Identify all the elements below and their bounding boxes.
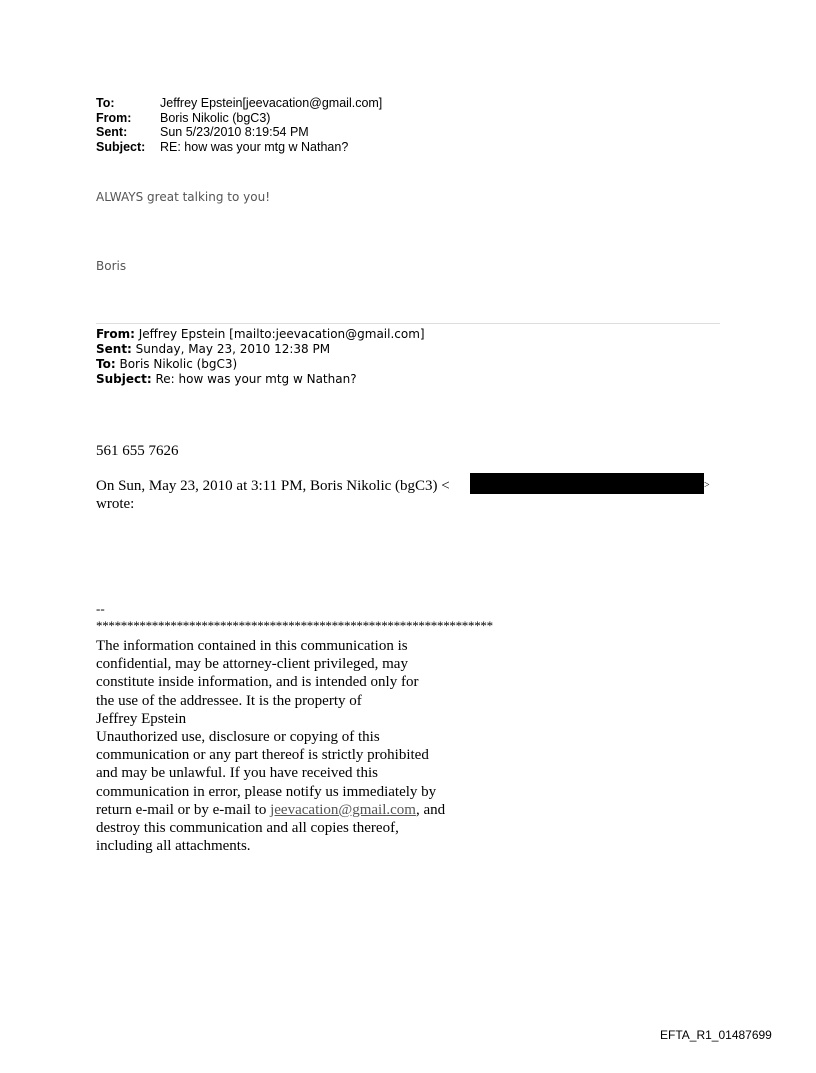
email-header: [96, 96, 382, 154]
header-sent-row: [96, 125, 382, 140]
fwd-sent-value: Sunday, May 23, 2010 12:38 PM: [131, 342, 331, 356]
from-label: From:: [96, 110, 132, 125]
confidentiality-notice: [96, 637, 516, 855]
quote-line-1-post: >: [704, 480, 710, 491]
disclaimer-line: including all attachments.: [96, 838, 251, 855]
header-subject-row: [96, 140, 382, 155]
forwarded-header: [96, 327, 425, 387]
disclaimer-line: confidential, may be attorney-client privileged, may: [96, 656, 408, 673]
fwd-from-value: Jeffrey Epstein [mailto:jeevacation@gmail.com]: [134, 327, 425, 341]
subject-value: RE: how was your mtg w Nathan?: [160, 139, 349, 154]
disclaimer-line: destroy this communication and all copies thereof,: [96, 820, 399, 837]
signature-dashes: --: [96, 601, 105, 616]
disclaimer-line: Jeffrey Epstein: [96, 710, 187, 727]
disclaimer-line: communication in error, please notify us immediately by: [96, 783, 437, 800]
email-line-pre: return e-mail or by e-mail to: [96, 801, 271, 818]
sent-value: Sun 5/23/2010 8:19:54 PM: [160, 125, 309, 139]
signature-stars: ****************************************************************: [96, 618, 493, 633]
disclaimer-line: the use of the addressee. It is the property of: [96, 692, 362, 709]
fwd-from-label: From:: [96, 327, 135, 341]
divider: [96, 323, 720, 324]
fwd-sent-label: Sent:: [96, 342, 132, 356]
redaction-bar: [470, 473, 704, 494]
disclaimer-line: constitute inside information, and is intended only for: [96, 674, 419, 691]
fwd-subject-label: Subject:: [96, 372, 152, 386]
to-value: Jeffrey Epstein[jeevacation@gmail.com]: [160, 96, 383, 110]
document-id: EFTA_R1_01487699: [660, 1028, 772, 1042]
disclaimer-line: and may be unlawful. If you have received this: [96, 765, 378, 782]
disclaimer-line: Unauthorized use, disclosure or copying of this: [96, 729, 380, 746]
email-line-post: , and: [415, 801, 446, 818]
sent-label: Sent:: [96, 125, 128, 139]
phone-number: 561 655 7626: [96, 443, 179, 459]
fwd-from-row: [96, 327, 425, 342]
email-link[interactable]: jeevacation@gmail.com: [270, 801, 416, 818]
subject-label: Subject:: [96, 139, 146, 154]
reply-body: ALWAYS great talking to you!: [96, 190, 271, 204]
fwd-sent-row: [96, 342, 425, 357]
disclaimer-email-line: [96, 801, 516, 819]
fwd-subject-row: [96, 372, 425, 387]
disclaimer-line: The information contained in this communication is: [96, 638, 408, 654]
from-value: Boris Nikolic (bgC3): [160, 110, 271, 125]
quote-line-1-pre: On Sun, May 23, 2010 at 3:11 PM, Boris Nikolic (bgC3) <: [96, 478, 450, 494]
fwd-to-row: [96, 357, 425, 372]
fwd-subject-value: Re: how was your mtg w Nathan?: [151, 372, 357, 386]
fwd-to-label: To:: [96, 357, 116, 371]
fwd-to-value: Boris Nikolic (bgC3): [115, 357, 238, 371]
header-from-row: [96, 111, 382, 126]
quote-line-2: wrote:: [96, 496, 135, 512]
to-label: To:: [96, 96, 115, 110]
disclaimer-line: communication or any part thereof is strictly prohibited: [96, 747, 429, 764]
reply-signature: Boris: [96, 259, 127, 273]
header-to-row: [96, 96, 382, 111]
